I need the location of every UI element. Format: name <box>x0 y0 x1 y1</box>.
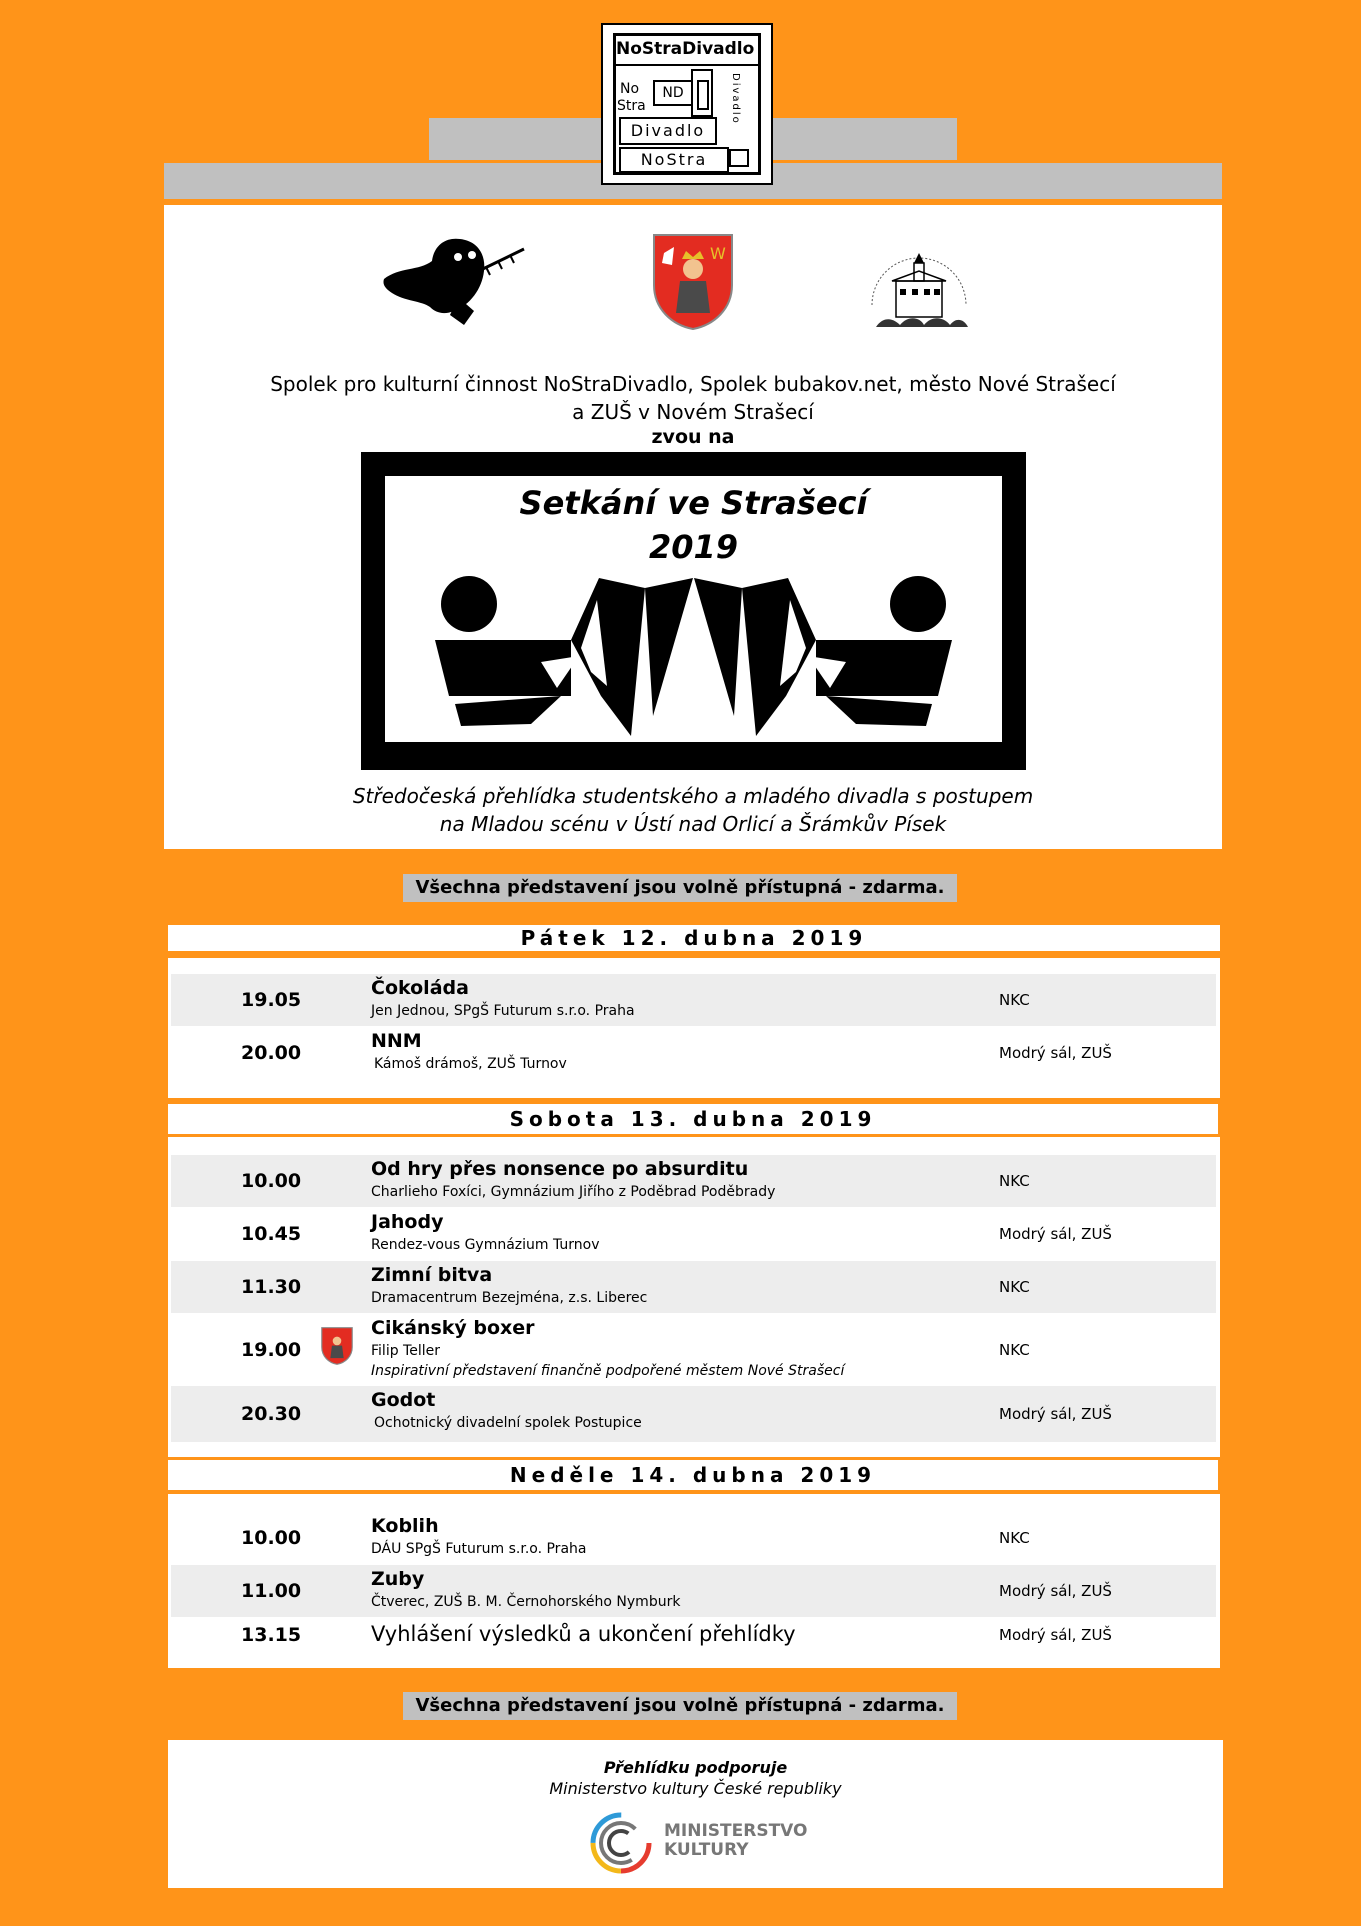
program-row <box>171 1386 1216 1442</box>
reclining-figures-illustration <box>431 576 956 736</box>
row-ensemble: DÁU SPgŠ Futurum s.r.o. Praha <box>371 1541 587 1557</box>
row-title: Godot <box>371 1389 436 1411</box>
row-venue: NKC <box>999 1172 1030 1190</box>
logo-nd: ND <box>653 80 693 106</box>
program-row <box>171 1618 1216 1654</box>
row-ensemble: Dramacentrum Bezejména, z.s. Liberec <box>371 1290 648 1306</box>
row-venue: Modrý sál, ZUŠ <box>999 1626 1112 1644</box>
row-ensemble: Čtverec, ZUŠ B. M. Černohorského Nymburk <box>371 1594 681 1610</box>
row-venue: Modrý sál, ZUŠ <box>999 1044 1112 1062</box>
subtitle-line-2: na Mladou scénu v Ústí nad Orlicí a Šrámkův Písek <box>439 812 947 836</box>
row-venue: NKC <box>999 1278 1030 1296</box>
logo-divadlo: Divadlo <box>619 117 717 145</box>
ministry-logo-line-2: KULTURY <box>664 1840 749 1860</box>
row-venue: Modrý sál, ZUŠ <box>999 1582 1112 1600</box>
sponsor-line-1: Přehlídku podporuje <box>603 1758 788 1777</box>
logo-vertical-text: Divadlo <box>730 73 741 125</box>
row-title: Jahody <box>371 1211 444 1233</box>
ministry-logo-line-1: MINISTERSTVO <box>664 1821 808 1841</box>
row-ensemble: Ochotnický divadelní spolek Postupice <box>374 1415 642 1431</box>
program-row <box>171 1155 1216 1207</box>
row-title: NNM <box>371 1030 422 1052</box>
program-row <box>171 1512 1216 1564</box>
row-time: 19.00 <box>241 1339 302 1361</box>
day-heading-saturday: Sobota 13. dubna 2019 <box>168 1104 1218 1134</box>
free-admission-notice-bottom: Všechna představení jsou volně přístupná - zdarma. <box>403 1692 957 1720</box>
row-time: 10.45 <box>241 1223 302 1245</box>
row-time: 11.00 <box>241 1580 302 1602</box>
program-row <box>171 1027 1216 1079</box>
row-venue: NKC <box>999 1529 1030 1547</box>
row-ensemble: Kámoš drámoš, ZUŠ Turnov <box>374 1056 567 1072</box>
row-title: Zimní bitva <box>371 1264 493 1286</box>
sponsor-line-2: Ministerstvo kultury České republiky <box>549 1779 842 1798</box>
festival-title: Setkání ve Strašecí <box>519 484 868 522</box>
nostradivadlo-logo <box>601 23 773 185</box>
intro-line-1: Spolek pro kulturní činnost NoStraDivadlo, Spolek bubakov.net, město Nové Strašecí <box>270 372 1116 396</box>
row-title: Čokoláda <box>371 977 469 999</box>
row-venue: Modrý sál, ZUŠ <box>999 1225 1112 1243</box>
row-venue: NKC <box>999 991 1030 1009</box>
row-venue: NKC <box>999 1341 1030 1359</box>
row-title: Vyhlášení výsledků a ukončení přehlídky <box>371 1622 796 1646</box>
program-row <box>171 974 1216 1026</box>
zus-school-logo <box>864 235 974 335</box>
town-coat-of-arms-icon <box>321 1326 353 1366</box>
row-title: Koblih <box>371 1515 439 1537</box>
ghost-icon <box>374 231 534 331</box>
row-title: Zuby <box>371 1568 425 1590</box>
row-time: 11.30 <box>241 1276 302 1298</box>
row-time: 20.00 <box>241 1042 302 1064</box>
row-ensemble: Rendez-vous Gymnázium Turnov <box>371 1237 600 1253</box>
row-ensemble: Jen Jednou, SPgŠ Futurum s.r.o. Praha <box>371 1003 635 1019</box>
row-ensemble: Charlieho Foxíci, Gymnázium Jiřího z Poděbrad Poděbrady <box>371 1184 776 1200</box>
program-row <box>171 1314 1216 1384</box>
row-title: Cikánský boxer <box>371 1317 535 1339</box>
row-time: 10.00 <box>241 1170 302 1192</box>
row-venue: Modrý sál, ZUŠ <box>999 1405 1112 1423</box>
program-row <box>171 1208 1216 1260</box>
row-time: 13.15 <box>241 1624 302 1646</box>
row-title: Od hry přes nonsence po absurditu <box>371 1158 749 1180</box>
row-time: 20.30 <box>241 1403 302 1425</box>
logo-no: No <box>620 81 640 97</box>
coat-of-arms-icon <box>652 233 734 331</box>
row-time: 10.00 <box>241 1527 302 1549</box>
row-time: 19.05 <box>241 989 302 1011</box>
day-heading-friday: Pátek 12. dubna 2019 <box>168 925 1220 951</box>
program-row <box>171 1565 1216 1617</box>
row-note: Inspirativní představení finančně podpořené městem Nové Strašecí <box>371 1363 845 1379</box>
free-admission-notice-top: Všechna představení jsou volně přístupná - zdarma. <box>403 874 957 902</box>
festival-year: 2019 <box>648 528 739 566</box>
sponsor-card <box>168 1740 1223 1888</box>
logo-stra: Stra <box>617 98 646 114</box>
logo-nostra: NoStra <box>619 147 729 173</box>
day-heading-sunday: Neděle 14. dubna 2019 <box>168 1460 1218 1490</box>
festival-title-frame <box>361 452 1026 770</box>
intro-line-2: a ZUŠ v Novém Strašecí <box>572 400 814 424</box>
svg-text:W: W <box>710 244 726 263</box>
intro-line-3: zvou na <box>651 426 735 448</box>
row-ensemble: Filip Teller <box>371 1343 440 1359</box>
program-row <box>171 1261 1216 1313</box>
logo-title: NoStraDivadlo <box>616 39 755 59</box>
subtitle-line-1: Středočeská přehlídka studentského a mladého divadla s postupem <box>352 784 1034 808</box>
ministry-of-culture-logo-icon <box>588 1810 654 1876</box>
